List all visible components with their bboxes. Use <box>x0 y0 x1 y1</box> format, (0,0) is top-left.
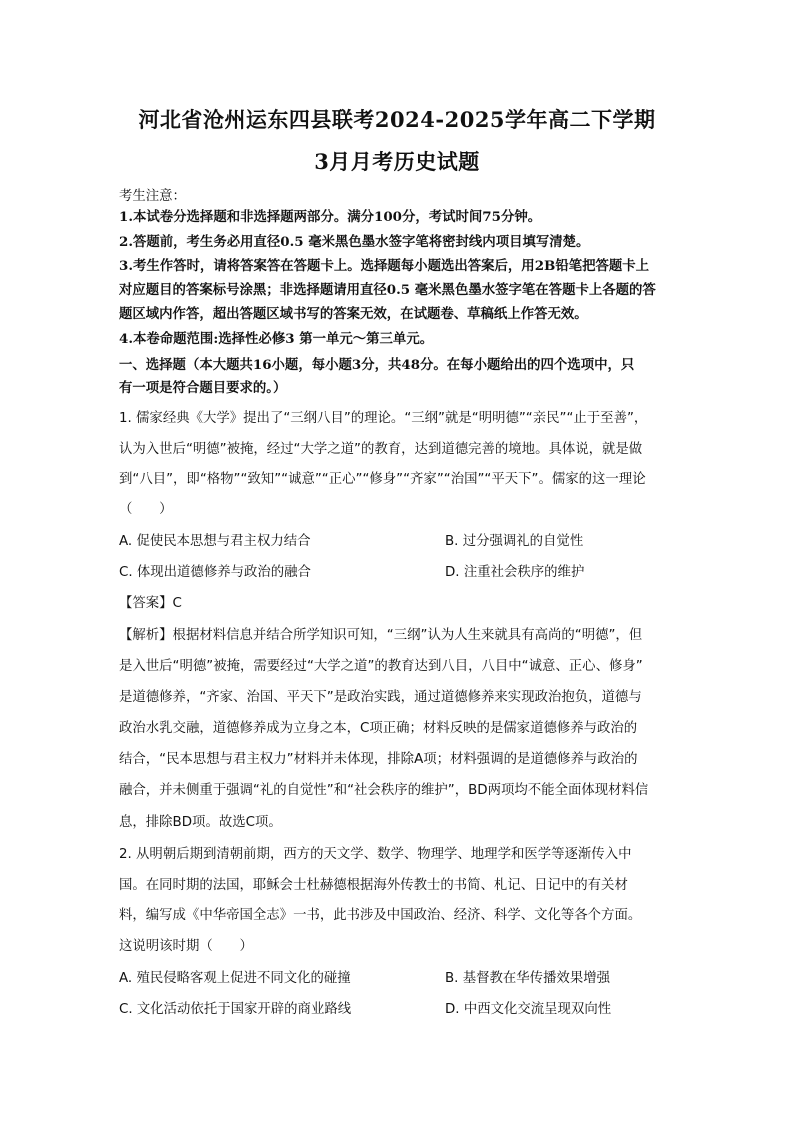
q1-analysis-line-6: 融合，并未侧重于强调“礼的自觉性”和“社会秩序的维护”，BD两项均不能全面体现材料信 <box>119 783 649 798</box>
notice-line-6: 4.本卷命题范围:选择性必修3 第一单元～第三单元。 <box>119 331 434 347</box>
notice-heading: 考生注意： <box>119 189 186 204</box>
notice-line-2: 2.答题前，考生务必用直径0.5 毫米黑色墨水签字笔将密封线内项目填写清楚。 <box>119 234 590 250</box>
q2-stem-line-1: 2. 从明朝后期到清朝前期，西方的天文学、数学、物理学、地理学和医学等逐渐传入中 <box>119 847 632 862</box>
q1-stem-line-3: 到“八目”，即“格物”“致知”“诚意”“正心”“修身”“齐家”“治国”“平天下”。儒家的这一理论 <box>119 472 646 487</box>
q1-analysis-line-5: 结合，“民本思想与君主权力”材料并未体现，排除A项；材料强调的是道德修养与政治的 <box>119 752 638 767</box>
notice-line-1: 1.本试卷分选择题和非选择题两部分。满分100分，考试时间75分钟。 <box>119 209 542 225</box>
section-heading-line-2: 有一项是符合题目要求的。） <box>119 380 287 396</box>
q2-option-a: A. 殖民侵略客观上促进不同文化的碰撞 <box>119 971 351 986</box>
notice-line-5: 题区域内作答，超出答题区域书写的答案无效，在试题卷、草稿纸上作答无效。 <box>119 306 588 322</box>
page-title-line-1: 河北省沧州运东四县联考2024-2025学年高二下学期 <box>138 107 656 132</box>
q2-stem-line-3: 料，编写成《中华帝国全志》一书，此书涉及中国政治、经济、科学、文化等各个方面。 <box>119 908 642 923</box>
q1-analysis-line-2: 是入世后“明德”被掩，需要经过“大学之道”的教育达到八目，八目中“诚意、正心、修身” <box>119 659 643 674</box>
q2-stem-line-4: 这说明该时期（ ） <box>119 939 253 954</box>
q1-option-c: C. 体现出道德修养与政治的融合 <box>119 565 311 580</box>
q2-stem-line-2: 国。在同时期的法国，耶稣会士杜赫德根据海外传教士的书简、札记、日记中的有关材 <box>119 878 628 893</box>
q1-analysis-line-3: 是道德修养，“齐家、治国、平天下”是政治实践，通过道德修养来实现政治抱负，道德与 <box>119 690 642 705</box>
q2-option-c: C. 文化活动依托于国家开辟的商业路线 <box>119 1002 352 1017</box>
page-title-line-2: 3月月考历史试题 <box>314 149 480 174</box>
q1-option-a: A. 促使民本思想与君主权力结合 <box>119 534 311 549</box>
q1-answer: 【答案】C <box>119 596 182 611</box>
q2-option-d: D. 中西文化交流呈现双向性 <box>445 1002 612 1017</box>
q1-analysis-line-7: 息，排除BD项。故选C项。 <box>119 815 282 830</box>
section-heading-line-1: 一、选择题（本大题共16小题，每小题3分，共48分。在每小题给出的四个选项中，只 <box>119 357 635 373</box>
q1-analysis-line-4: 政治水乳交融，道德修养成为立身之本，C项正确；材料反映的是儒家道德修养与政治的 <box>119 721 638 736</box>
q1-stem-line-4: （ ） <box>119 502 173 517</box>
q1-option-b: B. 过分强调礼的自觉性 <box>445 534 584 549</box>
q1-stem-line-1: 1. 儒家经典《大学》提出了“三纲八目”的理论。“三纲”就是“明明德”“亲民”“止于至善”， <box>119 411 648 426</box>
notice-line-3: 3.考生作答时，请将答案答在答题卡上。选择题每小题选出答案后，用2B铅笔把答题卡上 <box>119 258 650 274</box>
q2-option-b: B. 基督教在华传播效果增强 <box>445 971 610 986</box>
notice-line-4: 对应题目的答案标号涂黑；非选择题请用直径0.5 毫米黑色墨水签字笔在答题卡上各题的答 <box>119 282 656 298</box>
q1-option-d: D. 注重社会秩序的维护 <box>445 565 585 580</box>
q1-stem-line-2: 认为入世后“明德”被掩，经过“大学之道”的教育，达到道德完善的境地。具体说，就是做 <box>119 442 643 457</box>
q1-analysis-line-1: 【解析】根据材料信息并结合所学知识可知，“三纲”认为人生来就具有高尚的“明德”，但 <box>119 628 643 643</box>
